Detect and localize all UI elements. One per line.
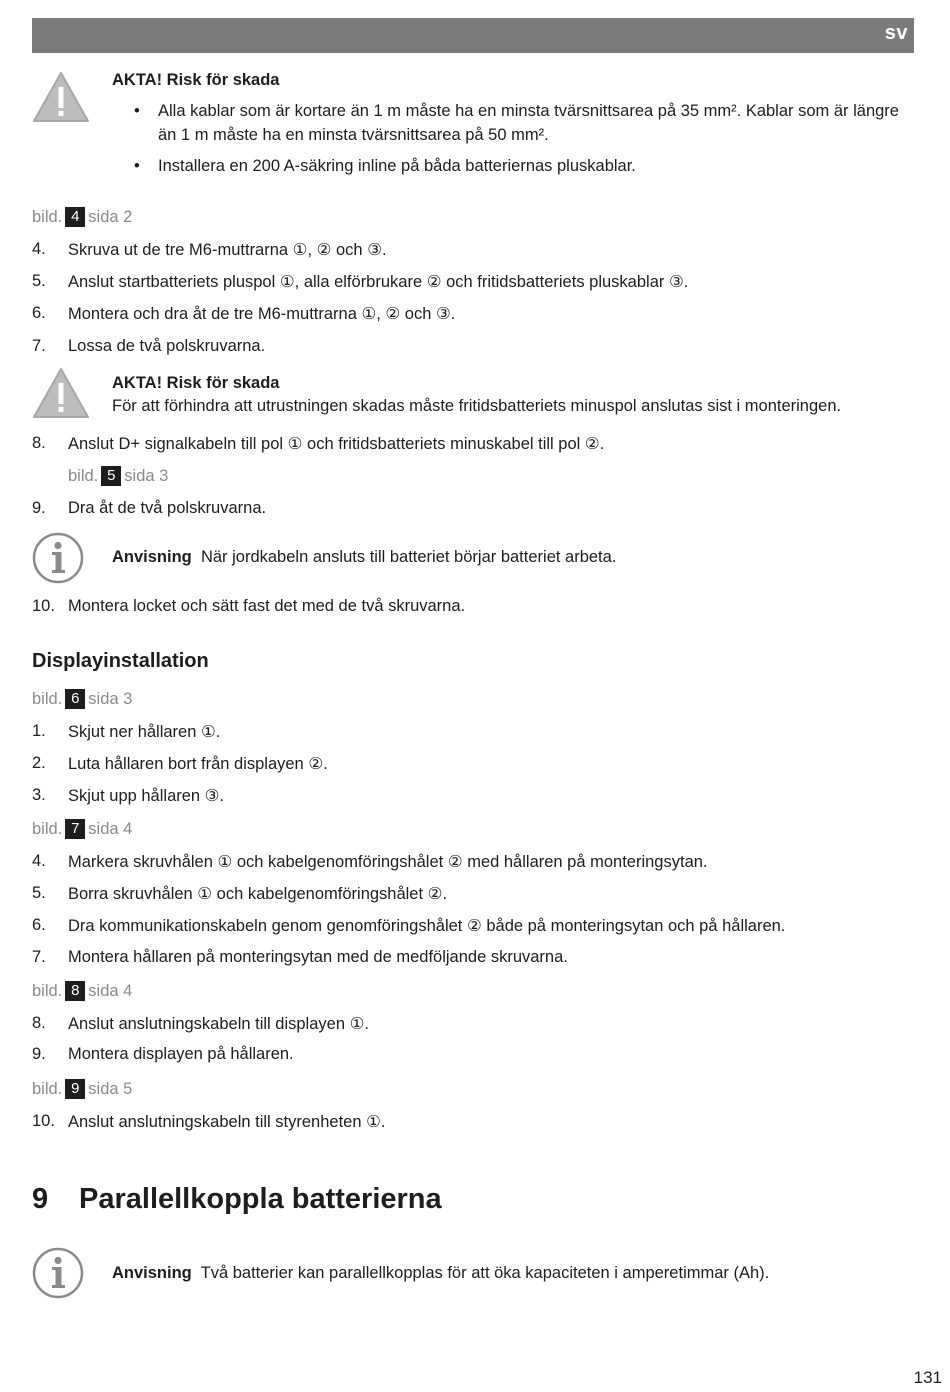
- step-number: 1.: [32, 722, 46, 740]
- figure-reference: bild. 9 sida 5: [32, 1080, 133, 1098]
- step-number: 5.: [32, 884, 46, 902]
- step-number: 7.: [32, 948, 46, 966]
- note-label: Anvisning: [112, 548, 192, 566]
- step-number: 6.: [32, 916, 46, 934]
- step-number: 10.: [32, 1112, 55, 1130]
- step-text: Dra åt de två polskruvarna.: [68, 499, 267, 517]
- step-number: 5.: [32, 272, 46, 290]
- step-number: 4.: [32, 240, 46, 258]
- warning-icon: [31, 366, 91, 420]
- header-bar: [32, 18, 914, 53]
- step-text: Montera locket och sätt fast det med de två skruvarna.: [68, 597, 466, 615]
- chapter-title: Parallellkoppla batterierna: [79, 1183, 442, 1215]
- step-text: Anslut startbatteriets pluspol ①, alla elförbrukare ② och fritidsbatteriets pluskablar ③.: [68, 273, 689, 291]
- step-text: Anslut D+ signalkabeln till pol ① och fritidsbatteriets minuskabel till pol ②.: [68, 435, 605, 453]
- step-number: 9.: [32, 1045, 46, 1063]
- warning-bullet: • Alla kablar som är kortare än 1 m måste ha en minsta tvärsnittsarea på 35 mm². Kablar som är längre än 1 m måste ha en minsta tvärsnittsarea på 50 mm².: [134, 102, 899, 144]
- page-number: 131: [913, 1368, 942, 1387]
- step-text: Dra kommunikationskabeln genom genomföringshålet ② både på monteringsytan och på hållaren.: [68, 917, 786, 935]
- step-text: Lossa de två polskruvarna.: [68, 337, 266, 355]
- info-icon: [32, 532, 84, 584]
- step-text: Skruva ut de tre M6-muttrarna ①, ② och ③.: [68, 241, 387, 259]
- step-text: Montera och dra åt de tre M6-muttrarna ①, ② och ③.: [68, 305, 456, 323]
- step-text: Skjut upp hållaren ③.: [68, 787, 225, 805]
- step-number: 10.: [32, 597, 55, 615]
- step-text: Markera skruvhålen ① och kabelgenomföringshålet ② med hållaren på monteringsytan.: [68, 853, 708, 871]
- step-text: Montera displayen på hållaren.: [68, 1045, 294, 1063]
- warning-bullet: • Installera en 200 A-säkring inline på båda batteriernas pluskablar.: [134, 157, 636, 175]
- info-icon: [32, 1247, 84, 1299]
- warning-title: AKTA! Risk för skada: [112, 374, 280, 392]
- figure-reference: bild. 8 sida 4: [32, 982, 133, 1000]
- step-text: Skjut ner hållaren ①.: [68, 723, 221, 741]
- figure-reference: bild. 4 sida 2: [32, 208, 133, 226]
- step-text: Anslut anslutningskabeln till styrenheten ①.: [68, 1113, 386, 1131]
- warning-text: För att förhindra att utrustningen skadas måste fritidsbatteriets minuspol anslutas sist i monteringen.: [112, 397, 842, 415]
- warning-bullets: [112, 99, 912, 185]
- section-heading: Displayinstallation: [32, 650, 209, 672]
- figure-reference: bild. 7 sida 4: [32, 820, 133, 838]
- step-text: Montera hållaren på monteringsytan med de medföljande skruvarna.: [68, 948, 568, 966]
- language-code: sv: [884, 22, 908, 44]
- step-text: Luta hållaren bort från displayen ②.: [68, 755, 328, 773]
- warning-title: AKTA! Risk för skada: [112, 71, 280, 89]
- step-number: 7.: [32, 337, 46, 355]
- note-text: Två batterier kan parallellkopplas för att öka kapaciteten i amperetimmar (Ah).: [200, 1264, 770, 1282]
- step-number: 2.: [32, 754, 46, 772]
- step-number: 9.: [32, 499, 46, 517]
- warning-icon: [31, 70, 91, 124]
- figure-reference: bild. 6 sida 3: [32, 690, 133, 708]
- step-text: Anslut anslutningskabeln till displayen ①.: [68, 1015, 369, 1033]
- note: [112, 1264, 769, 1283]
- step-number: 6.: [32, 304, 46, 322]
- step-text: Borra skruvhålen ① och kabelgenomföringshålet ②.: [68, 885, 448, 903]
- figure-reference: bild. 5 sida 3: [68, 467, 169, 485]
- step-number: 3.: [32, 786, 46, 804]
- step-number: 4.: [32, 852, 46, 870]
- step-number: 8.: [32, 1014, 46, 1032]
- note-label: Anvisning: [112, 1264, 192, 1282]
- chapter-number: 9: [32, 1183, 49, 1215]
- note: [112, 548, 616, 567]
- step-number: 8.: [32, 434, 46, 452]
- note-text: När jordkabeln ansluts till batteriet börjar batteriet arbeta.: [200, 548, 617, 566]
